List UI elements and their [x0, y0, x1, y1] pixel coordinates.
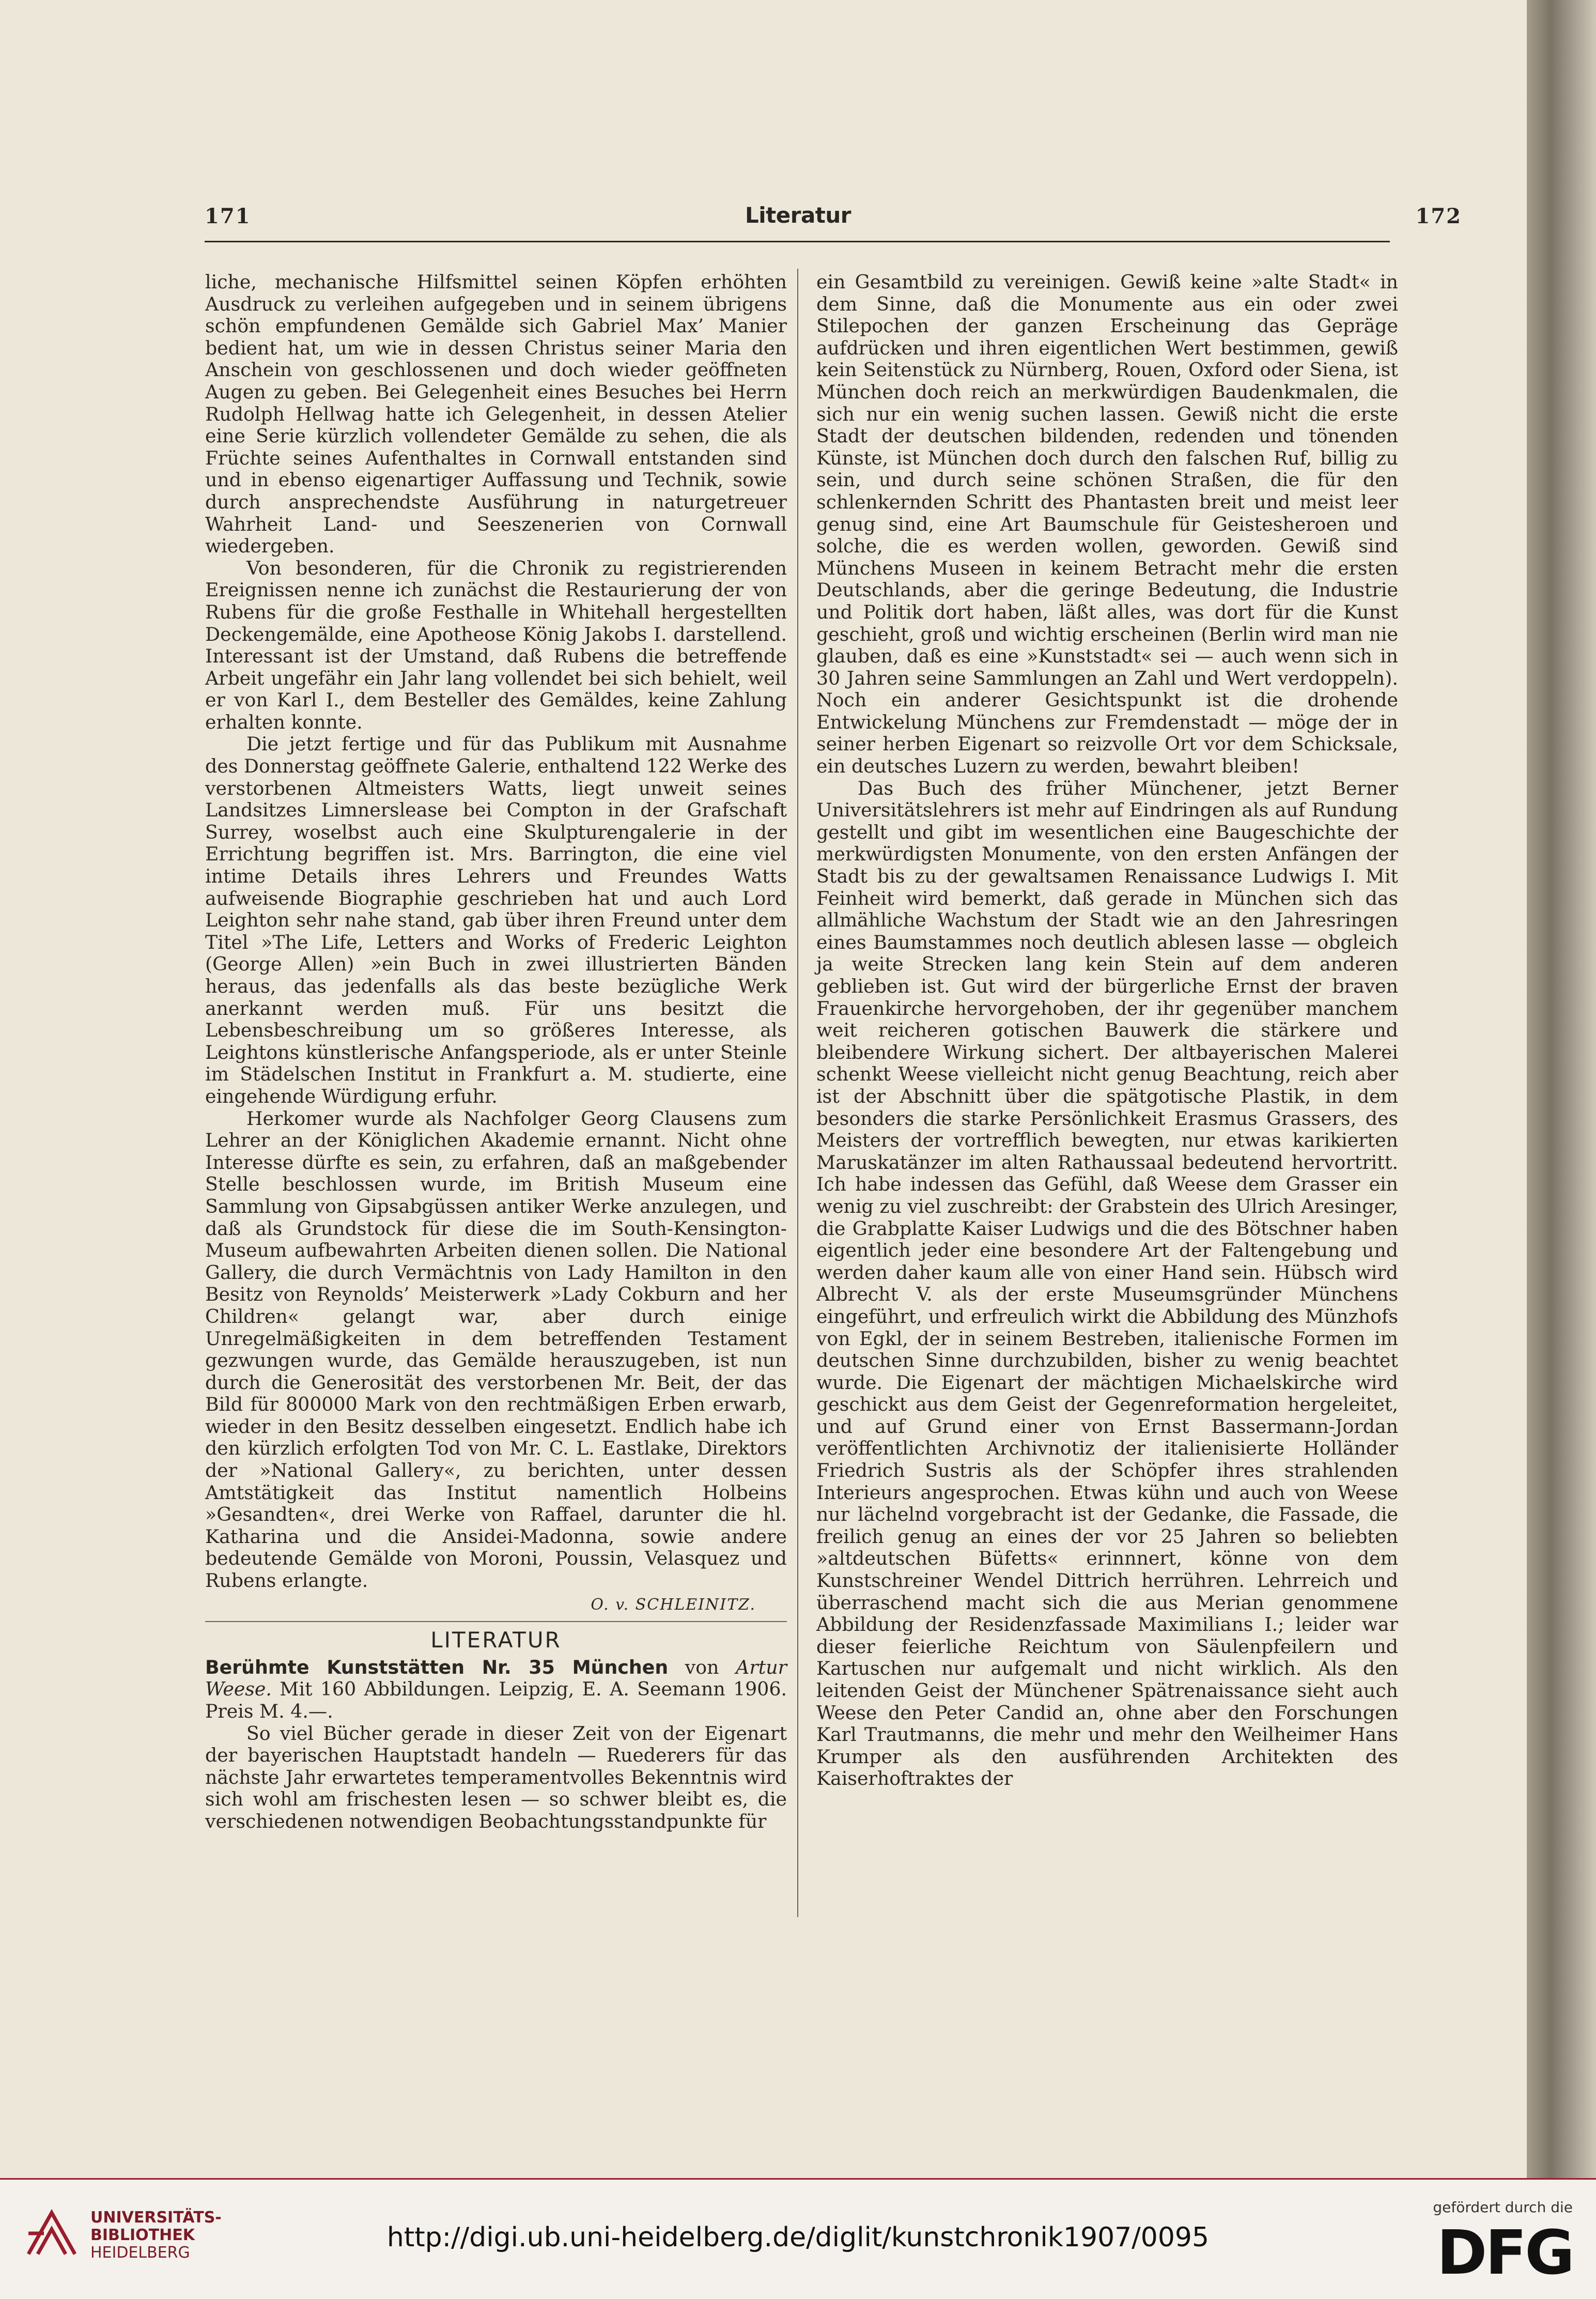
entry-details: Mit 160 Abbildungen. Leipzig, E. A. Seemann 1906. Preis M. 4.—.	[205, 1678, 787, 1722]
page-number-right: 172	[1415, 204, 1462, 228]
right-column	[816, 271, 1398, 1790]
library-line: UNIVERSITÄTS-	[90, 2209, 222, 2227]
entry-by: von	[668, 1656, 736, 1678]
sponsor-logo: DFG	[1436, 2217, 1573, 2288]
entry-title: Berühmte Kunststätten Nr. 35 München	[205, 1656, 669, 1678]
page-edge-shadow	[1527, 0, 1596, 2178]
running-title: Literatur	[745, 203, 851, 228]
library-line: BIBLIOTHEK	[90, 2226, 195, 2244]
sponsor-caption: gefördert durch die	[1433, 2199, 1573, 2216]
paragraph: Das Buch des früher Münchener, jetzt Berner Universitätslehrers ist mehr auf Eindringen als auf Rundung gestellt und gibt im wesentlichen eine Baugeschichte der merkwürdigsten Monumente, von den ersten Anfängen der Stadt bis zu der gewaltsamen Renaissance Ludwigs I. Mit Feinheit wird bemerkt, daß gerade in München sich das allmähliche Wachstum der Stadt wie an den Jahresringen eines Baumstammes noch deutlich ablesen lasse — obgleich ja weite Strecken lang kein Stein auf dem anderen geblieben ist. Gut wird der bürgerliche Ernst der braven Frauenkirche hervorgehoben, der ihr gegenüber manchem weit reicheren gotischen Bauwerk die stärkere und bleibendere Wirkung sichert. Der altbayerischen Malerei schenkt Weese vielleicht nicht genug Beachtung, reich aber ist der Abschnitt über die spätgotische Plastik, in dem besonders die starke Persönlichkeit Erasmus Grassers, des Meisters der vortrefflich bewegten, nur etwas karikierten Maruskatänzer im alten Rathaussaal bedeutend hervortritt. Ich habe indessen das Gefühl, daß Weese dem Grasser ein wenig zu viel zuschreibt: der Grabstein des Ulrich Aresinger, die Grabplatte Kaiser Ludwigs und die des Bötschner haben eigentlich jeder eine besondere Art der Faltengebung und werden daher kaum alle von einer Hand sein. Hübsch wird Albrecht V. als der erste Museumsgründer Münchens eingeführt, und erfreulich wirkt die Abbildung des Münzhofs von Egkl, der in seinem Bestreben, italienische Formen im deutschen Sinne durchzubilden, bisher zu wenig beachtet wurde. Die Eigenart der mächtigen Michaelskirche wird geschickt aus dem Geist der Gegenreformation hergeleitet, und auf Grund einer von Ernst Bassermann-Jordan veröffentlichten Archivnotiz der italienisierte Holländer Friedrich Sustris als der Schöpfer ihres strahlenden Interieurs angesprochen. Etwas kühn und auch von Weese nur lächelnd vorgebracht ist der Gedanke, die Fassade, die freilich genug an eines der vor 25 Jahren so beliebten »altdeutschen Büfetts« erinnnert, könne von dem Kunstschreiner Wendel Dittrich herrühren. Lehrreich und überraschend macht sich die aus Merian genommene Abbildung der Residenzfassade Maximilians I.; leider war dieser feierliche Reichtum von Säulenpfeilern und Kartuschen nur aufgemalt und nicht wirklich. Als den leitenden Geist der Münchener Spätrenaissance sieht auch Weese den Peter Candid an, ohne aber den Forschungen Karl Trautmanns, die mehr und mehr den Weilheimer Hans Krumper als den ausführenden Architekten des Kaiserhoftraktes der	[816, 777, 1398, 1790]
paragraph: Herkomer wurde als Nachfolger Georg Clausens zum Lehrer an der Königlichen Akademie ernannt. Nicht ohne Interesse dürfte es sein, zu erfahren, daß an maßgebender Stelle beschlossen wurde, im British Museum eine Sammlung von Gipsabgüssen antiker Werke anzulegen, und daß als Grundstock für diese die im South-Kensington-Museum aufbewahrten Arbeiten dienen sollen. Die National Gallery, die durch Vermächtnis von Lady Hamilton in den Besitz von Reynolds’ Meisterwerk »Lady Cokburn and her Children« gelangt war, aber durch einige Unregelmäßigkeiten in dem betreffenden Testament gezwungen wurde, das Gemälde herauszugeben, ist nun durch die Generosität des verstorbenen Mr. Beit, der das Bild für 800000 Mark von den rechtmäßigen Erben erwarb, wieder in den Besitz desselben eingesetzt. Endlich habe ich den kürzlich erfolgten Tod von Mr. C. L. Eastlake, Direktors der »National Gallery«, zu berichten, unter dessen Amtstätigkeit das Institut namentlich Holbeins »Gesandten«, drei Werke von Raffael, darunter die hl. Katharina und die Ansidei-Madonna, sowie andere bedeutende Gemälde von Moroni, Poussin, Velasquez und Rubens erlangte.	[205, 1107, 787, 1592]
author-signature: O. v. SCHLEINITZ.	[591, 1595, 756, 1614]
header-rule	[205, 241, 1390, 242]
library-line: HEIDELBERG	[90, 2244, 190, 2262]
paragraph: Von besonderen, für die Chronik zu registrierenden Ereignissen nenne ich zunächst die Restaurierung der von Rubens für die große Festhalle in Whitehall hergestellten Deckengemälde, eine Apotheose König Jakobs I. darstellend. Interessant ist der Umstand, daß Rubens die betreffende Arbeit ungefähr ein Jahr lang vollendet bei sich behielt, weil er von Karl I., dem Besteller des Gemäldes, keine Zahlung erhalten konnte.	[205, 557, 787, 733]
literature-entry	[205, 1657, 787, 1723]
section-heading: LITERATUR	[430, 1627, 562, 1653]
paragraph: ein Gesamtbild zu vereinigen. Gewiß keine »alte Stadt« in dem Sinne, daß die Monumente aus ein oder zwei Stilepochen der ganzen Erscheinung das Gepräge aufdrücken und ihren eigentlichen Wert bestimmen, gewiß kein Seitenstück zu Nürnberg, Rouen, Oxford oder Siena, ist München doch reich an merkwürdigen Baudenkmalen, die sich nur ein wenig suchen lassen. Gewiß nicht die erste Stadt der deutschen bildenden, redenden und tönenden Künste, ist München doch durch den falschen Ruf, billig zu sein, und durch seine schönen Straßen, die für den schlenkernden Schritt des Phantasten breit und meist leer genug sind, eine Art Baumschule für Geistesheroen und solche, die es werden wollen, geworden. Gewiß sind Münchens Museen in keinem Betracht mehr die ersten Deutschlands, aber die geringe Bedeutung, die Industrie und Politik dort haben, läßt alles, was dort für die Kunst geschieht, groß und wichtig erscheinen (Berlin wird man nie glauben, daß es eine »Kunststadt« sei — auch wenn sich in 30 Jahren seine Sammlungen an Zahl und Wert verdoppeln). Noch ein anderer Gesichtspunkt ist die drohende Entwickelung Münchens zur Fremdenstadt — möge der in seiner herben Eigenart so reizvolle Ort vor dem Schicksale, ein deutsches Luzern zu werden, bewahrt bleiben!	[816, 271, 1398, 778]
paragraph: Die jetzt fertige und für das Publikum mit Ausnahme des Donnerstag geöffnete Galerie, enthaltend 122 Werke des verstorbenen Altmeisters Watts, liegt unweit seines Landsitzes Limnerslease bei Compton in der Grafschaft Surrey, woselbst auch eine Skulpturengalerie in der Errichtung begriffen ist. Mrs. Barrington, die eine viel intime Details ihres Lehrers und Freundes Watts aufweisende Biographie geschrieben hat und auch Lord Leighton sehr nahe stand, gab über ihren Freund unter dem Titel »The Life, Letters and Works of Frederic Leighton (George Allen) »ein Buch in zwei illustrierten Bänden heraus, das jedenfalls als das beste bezügliche Werk anerkannt werden muß. Für uns besitzt die Lebensbeschreibung um so größeres Interesse, als Leightons künstlerische Anfangsperiode, als er unter Steinle im Städelschen Institut in Frankfurt a. M. studierte, eine eingehende Würdigung erfuhr.	[205, 733, 787, 1107]
entry-author: Artur Weese.	[205, 1656, 787, 1701]
column-divider	[797, 269, 798, 1917]
source-url[interactable]: http://digi.ub.uni-heidelberg.de/diglit/kunstchronik1907/0095	[386, 2222, 1210, 2253]
page-number-left: 171	[205, 204, 251, 228]
left-column	[205, 271, 787, 1833]
paragraph: liche, mechanische Hilfsmittel seinen Köpfen erhöhten Ausdruck zu verleihen aufgegeben und in seinem übrigens schön empfundenen Gemälde sich Gabriel Max’ Manier bedient hat, um wie in dessen Christus seiner Maria den Anschein von geschlossenen und doch wieder geöffneten Augen zu geben. Bei Gelegenheit eines Besuches bei Herrn Rudolph Hellwag hatte ich Gelegenheit, in dessen Atelier eine Serie kürzlich vollendeter Gemälde zu sehen, die als Früchte seines Aufenthaltes in Cornwall entstanden sind und in ebenso eigenartiger Auffassung und Technik, sowie durch ansprechendste Ausführung in naturgetreuer Wahrheit Land- und Seeszenerien von Cornwall wiedergeben.	[205, 271, 787, 558]
paragraph: So viel Bücher gerade in dieser Zeit von der Eigenart der bayerischen Hauptstadt handeln — Ruederers für das nächste Jahr erwartetes temperamentvolles Bekenntnis wird sich wohl am frischesten lesen — so schwer bleibt es, die verschiedenen notwendigen Beobachtungsstandpunkte für	[205, 1722, 787, 1832]
section-divider	[205, 1621, 787, 1622]
